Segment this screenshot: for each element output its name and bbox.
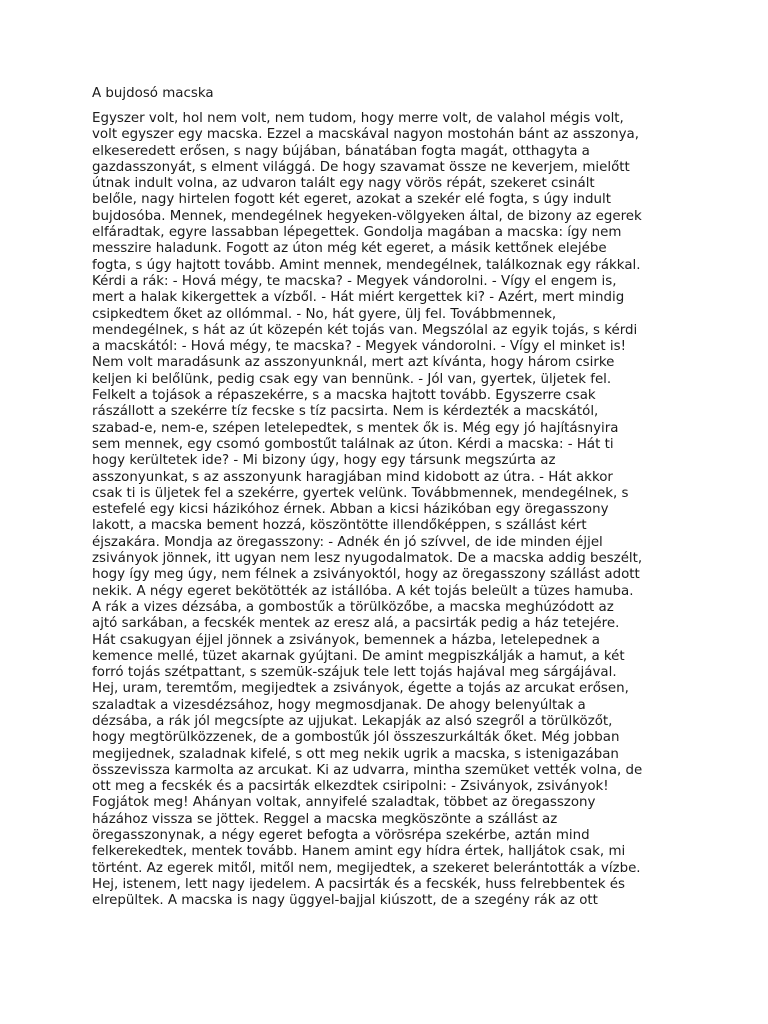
text-line: összevissza karmolta az arcukat. Ki az udvarra, mintha szemüket vették volna, de xyxy=(92,762,643,778)
text-line: zsiványok jönnek, itt ugyan nem lesz nyugodalmatok. De a macska addig beszélt, xyxy=(92,551,643,567)
text-line: ajtó sarkában, a fecskék mentek az eresz alá, a pacsirták pedig a ház tetejére. xyxy=(92,616,620,632)
text-line: a macskától: - Hová mégy, te macska? - Megyek vándorolni. - Vígy el minket is! xyxy=(92,339,626,355)
text-line: nekik. A négy egeret bekötötték az istállóba. A két tojás beleült a tüzes hamuba. xyxy=(92,583,634,599)
text-line: elkeseredett erősen, s nagy bújában, bánatában fogta magát, otthagyta a xyxy=(92,143,590,159)
text-line: mendegélnek, s hát az út közepén két tojás van. Megszólal az egyik tojás, s kérdi xyxy=(92,322,638,338)
text-line: fogta, s úgy hajtott tovább. Amint mennek, mendegélnek, találkoznak egy rákkal. xyxy=(92,257,641,273)
text-line: Hej, uram, teremtőm, megijedtek a zsiványok, égette a tojás az arcukat erősen, xyxy=(92,681,629,697)
text-line: útnak indult volna, az udvaron talált egy nagy vörös répát, szekeret csinált xyxy=(92,176,595,192)
text-line: kemence mellé, tüzet akarnak gyújtani. De amint megpiszkálják a hamut, a két xyxy=(92,648,625,664)
text-line: csak ti is üljetek fel a szekérre, gyertek velünk. Továbbmennek, mendegélnek, s xyxy=(92,485,629,501)
text-line: éjszakára. Mondja az öregasszony: - Adnék én jó szívvel, de ide minden éjjel xyxy=(92,534,603,550)
text-line: asszonyunkat, s az asszonyunk haragjában mind kidobott az útra. - Hát akkor xyxy=(92,469,613,485)
text-line: Nem volt maradásunk az asszonyunknál, mert azt kívánta, hogy három csirke xyxy=(92,355,615,371)
text-line: elfáradtak, egyre lassabban lépegettek. Gondolja magában a macska: így nem xyxy=(92,225,622,241)
text-line: forró tojás szétpattant, s szemük-szájuk tele lett tojás hajával meg sárgájával. xyxy=(92,665,617,681)
text-line: ott meg a fecskék és a pacsirták elkezdtek csiripolni: - Zsiványok, zsiványok! xyxy=(92,779,609,795)
story-text xyxy=(92,111,692,910)
text-line: lakott, a macska bement hozzá, köszöntötte illendőképpen, s szállást kért xyxy=(92,518,587,534)
text-line: dézsába, a rák jól megcsípte az ujjukat. Lekapják az alsó szegről a törülközőt, xyxy=(92,713,613,729)
text-line: hogy megtörülközzenek, de a gombostűk jól összeszurkálták őket. Még jobban xyxy=(92,730,620,746)
text-line: A rák a vizes dézsába, a gombostűk a törülközőbe, a macska meghúzódott az xyxy=(92,599,614,615)
text-line: szabad-e, nem-e, szépen letelepedtek, s mentek ők is. Még egy jó hajításnyira xyxy=(92,420,619,436)
text-line: messzire haladunk. Fogott az úton még két egeret, a másik kettőnek elejébe xyxy=(92,241,607,257)
text-line: estefelé egy kicsi házikóhoz érnek. Abban a kicsi házikóban egy öregasszony xyxy=(92,502,609,518)
text-line: hogy kerültetek ide? - Mi bizony úgy, hogy egy társunk megszúrta az xyxy=(92,453,556,469)
text-line: Kérdi a rák: - Hová mégy, te macska? - Megyek vándorolni. - Vígy el engem is, xyxy=(92,273,617,289)
document-title: A bujdosó macska xyxy=(92,86,214,101)
text-line: öregasszonynak, a négy egeret befogta a vörösrépa szekérbe, aztán mind xyxy=(92,828,590,844)
text-line: csipkedtem őket az ollómmal. - No, hát gyere, ülj fel. Továbbmennek, xyxy=(92,306,557,322)
text-line: Fogjátok meg! Ahányan voltak, annyifelé szaladtak, többet az öregasszony xyxy=(92,795,596,811)
text-line: felkerekedtek, mentek tovább. Hanem amint egy hídra értek, halljátok csak, mi xyxy=(92,844,626,860)
text-line: volt egyszer egy macska. Ezzel a macskával nagyon mostohán bánt az asszonya, xyxy=(92,127,639,143)
text-line: történt. Az egerek mitől, mitől nem, megijedtek, a szekeret belerántották a vízbe. xyxy=(92,860,641,876)
text-line: sem mennek, egy csomó gombostűt találnak az úton. Kérdi a macska: - Hát ti xyxy=(92,436,614,452)
text-line: megijednek, szaladnak kifelé, s ott meg nekik ugrik a macska, s istenigazában xyxy=(92,746,619,762)
text-line: keljen ki belőlünk, pedig csak egy van bennünk. - Jól van, gyertek, üljetek fel. xyxy=(92,371,612,387)
text-line: szaladtak a vizesdézsához, hogy megmosdjanak. De ahogy belenyúltak a xyxy=(92,697,586,713)
text-line: Felkelt a tojások a répaszekérre, s a macska hajtott tovább. Egyszerre csak xyxy=(92,388,596,404)
text-line: elrepültek. A macska is nagy üggyel-bajjal kiúszott, de a szegény rák az ott xyxy=(92,893,598,909)
text-line: bujdosóba. Mennek, mendegélnek hegyeken-völgyeken által, de bizony az egerek xyxy=(92,208,642,224)
text-line: mert a halak kikergettek a vízből. - Hát miért kergettek ki? - Azért, mert mindig xyxy=(92,290,625,306)
text-line: rászállott a szekérre tíz fecske s tíz pacsirta. Nem is kérdezték a macskától, xyxy=(92,404,599,420)
text-line: Hát csakugyan éjjel jönnek a zsiványok, bemennek a házba, letelepednek a xyxy=(92,632,600,648)
text-line: házához vissza se jöttek. Reggel a macska megköszönte a szállást az xyxy=(92,811,558,827)
text-line: Hej, istenem, lett nagy ijedelem. A pacsirták és a fecskék, huss felrebbentek és xyxy=(92,876,625,892)
text-line: belőle, nagy hirtelen fogott két egeret, azokat a szekér elé fogta, s úgy indult xyxy=(92,192,612,208)
text-line: hogy így meg úgy, nem félnek a zsiványoktól, hogy az öregasszony szállást adott xyxy=(92,567,640,583)
text-line: Egyszer volt, hol nem volt, nem tudom, hogy merre volt, de valahol mégis volt, xyxy=(92,111,624,126)
text-line: gazdasszonyát, s elment világgá. De hogy szavamat össze ne keverjem, mielőtt xyxy=(92,159,630,175)
